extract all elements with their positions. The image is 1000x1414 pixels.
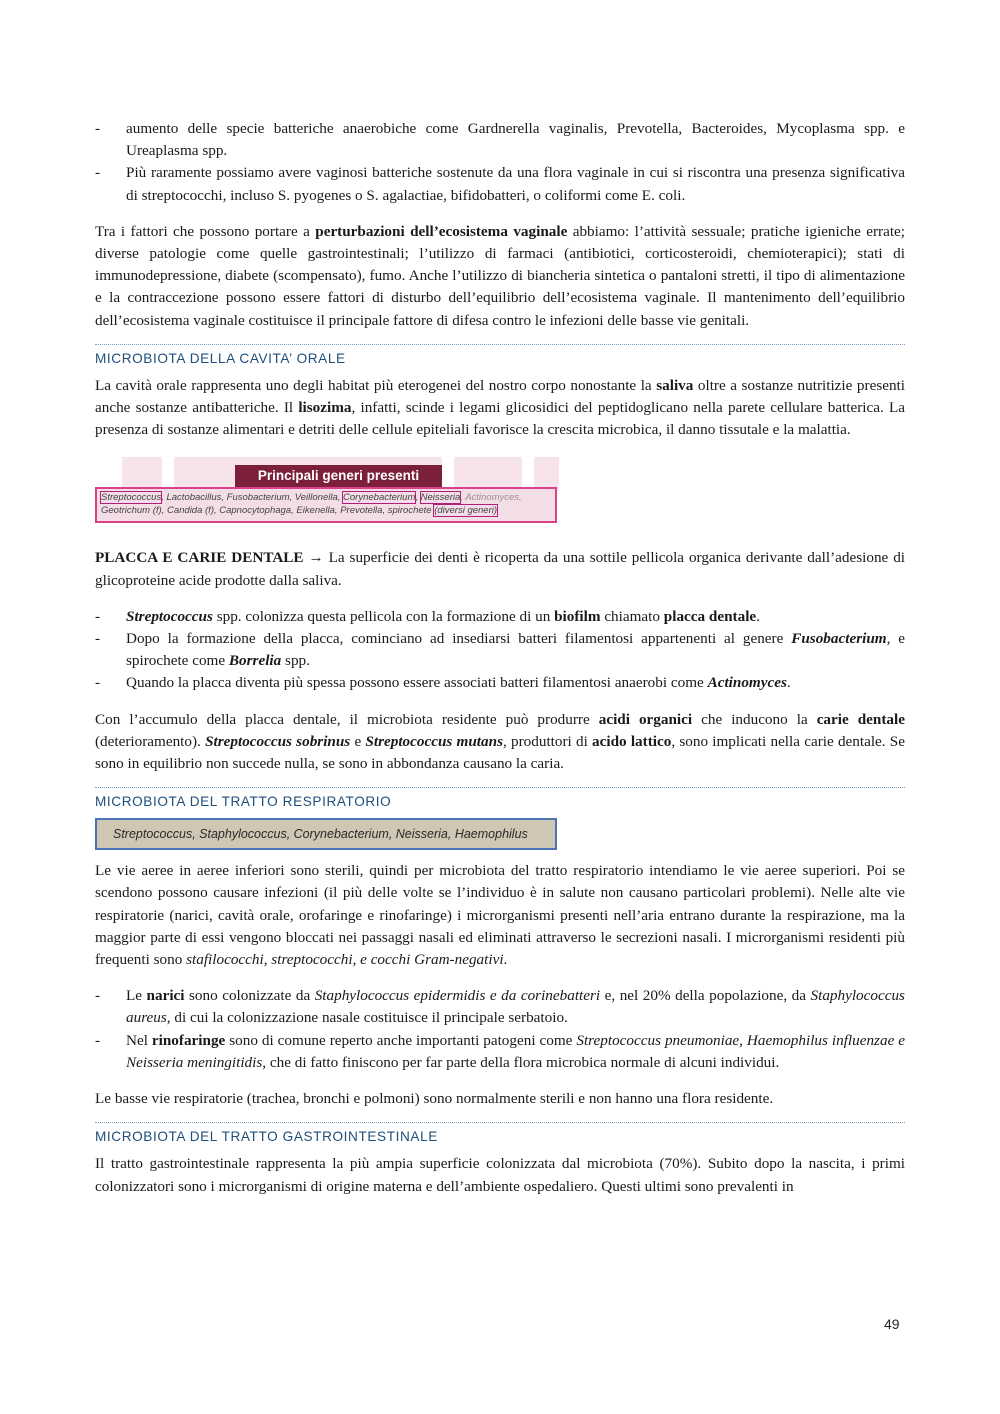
text-run: PLACCA E CARIE DENTALE [95, 549, 304, 567]
text-run: spp. colonizza questa pellicola con la formazione di un [212, 607, 555, 625]
text-run: , sono implicati nella carie dentale. Se sono in equilibrio non succede nulla, se sono in abbondanza causano la caria. [95, 732, 905, 773]
list-item [95, 672, 905, 694]
list-item [95, 628, 905, 672]
text-run: → [303, 549, 329, 567]
text-run: Streptococcus pneumoniae, Haemophilus influenzae e Neisseria meningitidis [126, 1031, 905, 1071]
list-item [95, 1030, 905, 1074]
text-run: Staphylococcus aureus [126, 987, 905, 1027]
text-run: , di cui la colonizzazione nasale costituisce il principale serbatoio. [166, 1009, 568, 1027]
text-run: Fusobacterium [791, 630, 887, 648]
section-heading-orale: MICROBIOTA DELLA CAVITA’ ORALE [95, 344, 905, 366]
text-run: oltre a sostanze nutritizie presenti anche sostanze antibatteriche. Il [95, 376, 905, 417]
list-item [95, 162, 905, 206]
text-run: Dopo la formazione della placca, cominciano ad insediarsi batteri filamentosi appartenenti al genere [126, 630, 792, 648]
page-content [95, 118, 905, 1198]
list-item [95, 118, 905, 162]
text-run: Le vie aeree in aeree inferiori sono sterili, quindi per microbiota del tratto respiratorio intendiamo le vie aeree superiori. Poi se scendono possono causare infezioni (il più delle volte se l’individuo è in salute non causano particolari problemi). Nelle alte vie respiratorie (narici, cavità orale, orofaringe e rinofaringe) i microrganismi presenti nell’aria entrano durante la respirazione, ma la maggior parte di essi vengono bloccati nei passaggi nasali ed eliminati attraverso le secrezioni nasali. I microrganismi residenti più frequenti sono [95, 862, 905, 969]
text-run: , e spirochete come [126, 630, 905, 670]
text-run: , [415, 492, 421, 504]
text-run: narici [146, 987, 185, 1005]
text-run: Tra i fattori che possono portare a [95, 222, 316, 240]
text-run: e [350, 732, 366, 750]
text-run: La superficie dei denti è ricoperta da una sottile pellicola organica derivante dall’adesione di glicoproteine acide prodotte dalla saliva. [95, 549, 906, 589]
text-run: Le basse vie respiratorie (trachea, bronchi e polmoni) sono normalmente sterili e non hanno una flora residente. [95, 1090, 774, 1108]
paragraph-respiratorio [95, 860, 905, 971]
section-heading-gastrointestinale: MICROBIOTA DEL TRATTO GASTROINTESTINALE [95, 1122, 905, 1144]
text-run: Streptococcus [126, 607, 213, 625]
text-run: carie dentale [816, 710, 905, 728]
text-run: Quando la placca diventa più spessa possono essere associati batteri filamentosi anaerobi come [126, 674, 708, 692]
text-run: Con l’accumulo della placca dentale, il microbiota residente può produrre [95, 710, 599, 728]
text-run: Corynebacterium [343, 492, 416, 504]
list-item [95, 606, 905, 628]
text-run: abbiamo: l’attività sessuale; pratiche igieniche errate; diverse patologie come quelle gastrointestinali; l’utilizzo di farmaci (antibiotici, corticosteroidi, chemioterapici); stati di immunodepressione, diabete (scompensato), fumo. Anche l’utilizzo di biancheria sintetica o pantaloni stretti, il tipo di alimentazione e la contraccezione possono essere fattori di disturbo dell’equilibrio dell’ecosistema vaginale. Il mantenimento dell’equilibrio dell’ecosistema vaginale costituisce il principale fattore di difesa contro le infezioni delle basse vie genitali. [95, 222, 905, 329]
text-run: . [786, 674, 791, 692]
text-run: chiamato [600, 607, 664, 625]
text-run: spp. [281, 652, 310, 670]
text-run: , Lactobacillus, Fusobacterium, Veillonella, [161, 492, 344, 504]
text-run: , produttori di [502, 732, 593, 750]
paragraph-carie [95, 709, 905, 776]
figure-genera-list [95, 487, 557, 523]
text-run: Streptococcus sobrinus [205, 732, 351, 750]
text-run: che inducono la [692, 710, 817, 728]
text-run: , che di fatto finiscono per far parte della flora microbica normale di alcuni individui. [262, 1053, 780, 1071]
text-run: placca dentale [663, 607, 757, 625]
list-item [95, 985, 905, 1029]
text-run: Nel [126, 1031, 152, 1049]
text-run: La cavità orale rappresenta uno degli habitat più eterogenei del nostro corpo nonostante la [95, 376, 657, 394]
text-run: , Actinomyces, [460, 492, 522, 504]
figure-line [101, 504, 551, 517]
text-run: Il tratto gastrointestinale rappresenta la più ampia superficie colonizzata dal microbiota (70%). Subito dopo la nascita, i primi colonizzatori sono i microrganismi di origine materna e dell’ambiente ospedaliero. Questi ultimi sono prevalenti in [95, 1155, 905, 1195]
figure-generi-orali [95, 457, 561, 527]
text-run: stafilococchi, streptococchi, e cocchi Gram-negativi [186, 951, 504, 969]
section-heading-respiratorio: MICROBIOTA DEL TRATTO RESPIRATORIO [95, 787, 905, 809]
placca-bullet-list [95, 606, 905, 695]
text-run: Le [126, 987, 147, 1005]
intro-bullet-list [95, 118, 905, 207]
text-run: aumento delle specie batteriche anaerobiche come Gardnerella vaginalis, Prevotella, Bacteroides, Mycoplasma spp. e Ureaplasma spp. [126, 120, 905, 160]
text-run: Geotrichum (f), Candida (f), Capnocytophaga, Eikenella, Prevotella, spirochete [101, 505, 435, 517]
text-run: acido lattico [592, 732, 672, 750]
page-number: 49 [884, 1316, 900, 1332]
text-run: e, nel 20% della popolazione, da [600, 987, 811, 1005]
respiratorio-bullet-list [95, 985, 905, 1074]
text-run: Neisseria [420, 492, 461, 504]
figure-title: Principali generi presenti [235, 465, 442, 487]
paragraph-cavita-orale [95, 375, 905, 442]
text-run: Borrelia [228, 652, 282, 670]
text-run: Streptococcus [101, 492, 162, 504]
figure-line [101, 491, 551, 504]
text-run: Streptococcus mutans [365, 732, 503, 750]
text-run: . [756, 607, 760, 625]
paragraph-placca [95, 547, 905, 591]
text-run: rinofaringe [151, 1031, 226, 1049]
text-run: (deterioramento). [95, 732, 206, 750]
figure-generi-respiratori: Streptococcus, Staphylococcus, Corynebacterium, Neisseria, Haemophilus [95, 818, 557, 850]
text-run: Staphylococcus epidermidis e da corinebatteri [314, 987, 601, 1005]
text-run: perturbazioni dell’ecosistema vaginale [315, 222, 568, 240]
text-run: (diversi generi) [434, 505, 498, 517]
text-run: lisozima [298, 399, 352, 417]
text-run: . [503, 951, 508, 969]
text-run: , infatti, scinde i legami glicosidici del peptidoglicano nella parete cellulare batterica. La presenza di sostanze alimentari e detriti delle cellule epiteliali favorisce la crescita microbica, il danno tissutale e la malattia. [95, 399, 905, 439]
text-run: sono colonizzate da [184, 987, 315, 1005]
paragraph-basse-vie [95, 1088, 905, 1110]
text-run: saliva [656, 376, 694, 394]
text-run: Actinomyces [707, 674, 787, 692]
text-run: biofilm [554, 607, 601, 625]
paragraph-fattori [95, 221, 905, 332]
text-run: sono di comune reperto anche importanti patogeni come [225, 1031, 577, 1049]
paragraph-gastrointestinale [95, 1153, 905, 1197]
text-run: Più raramente possiamo avere vaginosi batteriche sostenute da una flora vaginale in cui si riscontra una presenza significativa di streptococchi, incluso S. pyogenes o S. agalactiae, bifidobatteri, o coliformi come E. coli. [126, 164, 905, 204]
text-run: acidi organici [598, 710, 693, 728]
